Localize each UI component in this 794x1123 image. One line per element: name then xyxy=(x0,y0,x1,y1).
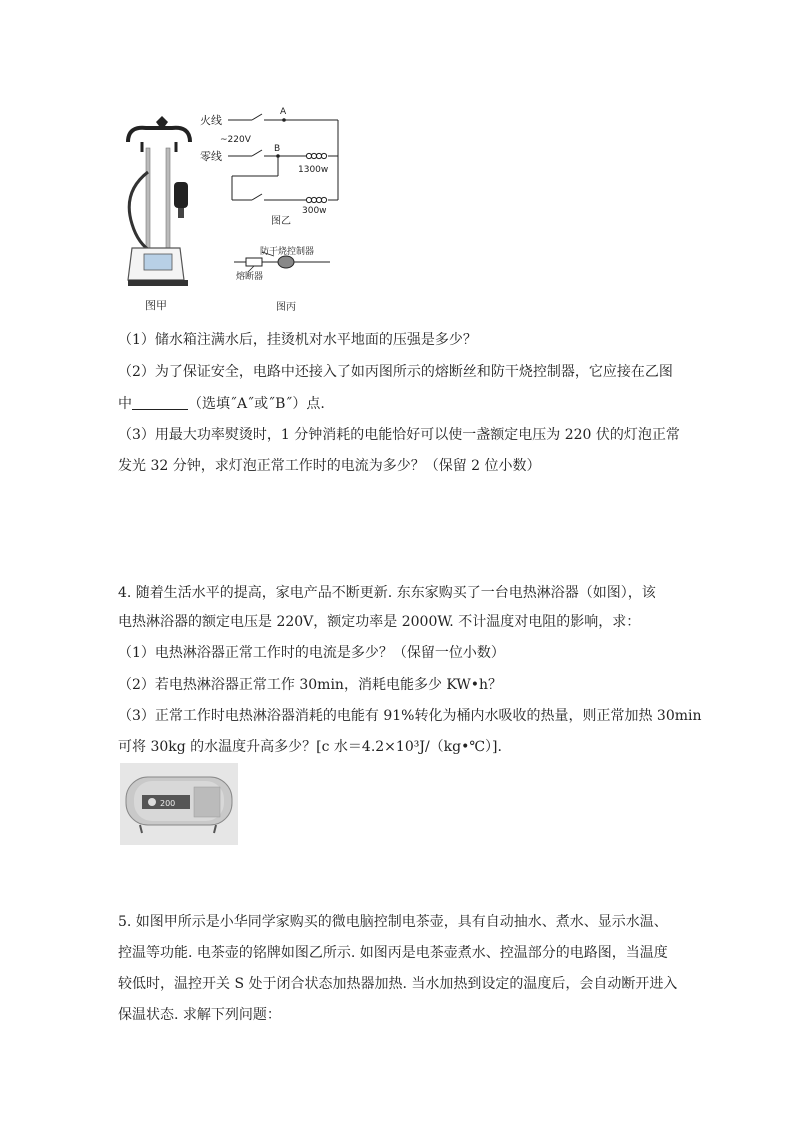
point-a-label: A xyxy=(280,107,287,117)
q3-part1: （1）储水箱注满水后，挂烫机对水平地面的压强是多少？ xyxy=(118,332,477,348)
voltage-label: ~220V xyxy=(220,135,251,145)
figure-yi xyxy=(196,104,346,222)
q5-line2: 控温等功能. 电茶壶的铭牌如图乙所示. 如图丙是电茶壶煮水、控温部分的电路图，当温度 xyxy=(118,945,668,961)
q3-part2-suffix: （选填˝A˝或˝B˝）点. xyxy=(188,396,325,412)
figure-bing xyxy=(226,246,356,282)
circuit-diagram xyxy=(196,104,346,222)
q5-line3: 较低时，温控开关 S 处于闭合状态加热器加热. 当水加热到设定的温度后，会自动断开进入 xyxy=(118,976,678,992)
figure-bing-label: 图丙 xyxy=(276,302,296,313)
figure-yi-label: 图乙 xyxy=(271,216,291,227)
q3-part2-line2 xyxy=(118,394,325,414)
fuse-controller-diagram xyxy=(226,246,356,282)
q4-part3-line2: 可将 30kg 的水温度升高多少？[c 水＝4.2×10³J/（kg•℃）]. xyxy=(118,739,502,755)
answer-blank[interactable] xyxy=(132,395,188,410)
live-wire-label: 火线 xyxy=(200,114,222,127)
q4-stem-line2: 电热淋浴器的额定电压是 220V，额定功率是 2000W. 不计温度对电阻的影响，求： xyxy=(118,614,641,630)
q4-part3-line1: （3）正常工作时电热淋浴器消耗的电能有 91%转化为桶内水吸收的热量，则正常加热 30min xyxy=(118,708,702,724)
figure-jia xyxy=(118,112,198,297)
q4-stem-line1: 4. 随着生活水平的提高，家电产品不断更新. 东东家购买了一台电热淋浴器（如图），该 xyxy=(118,585,656,601)
neutral-wire-label: 零线 xyxy=(200,150,222,163)
water-heater-illustration xyxy=(120,763,238,845)
power-high-label: 1300w xyxy=(298,165,329,175)
figure-jia-label: 图甲 xyxy=(145,299,167,312)
garment-steamer-illustration xyxy=(118,112,198,297)
q5-line4: 保温状态. 求解下列问题： xyxy=(118,1007,281,1023)
power-low-label: 300w xyxy=(302,206,327,216)
q4-part1: （1）电热淋浴器正常工作时的电流是多少？（保留一位小数） xyxy=(118,645,505,661)
point-b-label: B xyxy=(274,144,281,154)
water-heater-photo xyxy=(120,763,238,845)
q3-part2-line1: （2）为了保证安全，电路中还接入了如丙图所示的熔断丝和防干烧控制器，它应接在乙图 xyxy=(118,364,673,380)
q3-part3-line1: （3）用最大功率熨烫时，1 分钟消耗的电能恰好可以使一盏额定电压为 220 伏的灯泡正常 xyxy=(118,427,680,443)
q5-line1: 5. 如图甲所示是小华同学家购买的微电脑控制电茶壶，具有自动抽水、煮水、显示水温、 xyxy=(118,914,668,930)
q4-part2: （2）若电热淋浴器正常工作 30min，消耗电能多少 KW•h？ xyxy=(118,677,503,693)
heater-display-text: 200 xyxy=(160,799,176,808)
controller-label: 防干烧控制器 xyxy=(260,247,315,257)
q3-part3-line2: 发光 32 分钟，求灯泡正常工作时的电流为多少？（保留 2 位小数） xyxy=(118,458,541,474)
q3-part2-prefix: 中 xyxy=(118,396,132,412)
fuse-label: 熔断器 xyxy=(236,272,264,282)
